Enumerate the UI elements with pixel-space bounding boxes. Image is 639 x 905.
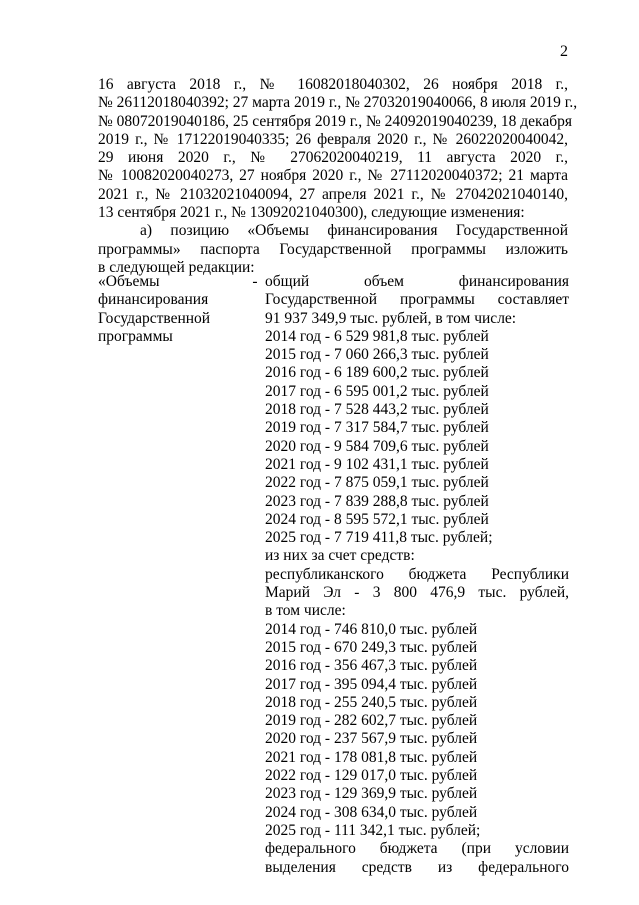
position-name-line: Государственной — [98, 309, 211, 327]
year-amount-line: 2022 год - 129 017,0 тыс. рублей — [265, 767, 478, 785]
intro-line: № 26112018040392; 27 марта 2019 г., № 27032019040066, 8 июля 2019 г., — [98, 94, 578, 112]
year-amount-line: 2021 год - 9 102 431,1 тыс. рублей — [265, 455, 489, 473]
financing-line: в том числе: — [265, 602, 346, 620]
year-amount-line: 2018 год - 7 528 443,2 тыс. рублей — [265, 401, 489, 419]
year-amount-line: 2021 год - 178 081,8 тыс. рублей — [265, 748, 478, 766]
year-amount-line: 2025 год - 7 719 411,8 тыс. рублей; — [265, 529, 493, 547]
year-amount-line: 2015 год - 7 060 266,3 тыс. рублей — [265, 346, 489, 364]
position-name-line: программы — [98, 327, 173, 345]
year-amount-line: 2020 год - 9 584 709,6 тыс. рублей — [265, 437, 489, 455]
intro-line: 29 июня 2020 г., № 27062020040219, 11 августа 2020 г., — [98, 149, 568, 167]
financing-line: Марий Эл - 3 800 476,9 тыс. рублей, — [265, 584, 569, 602]
financing-text-column — [265, 273, 569, 877]
financing-line: федерального бюджета (при условии — [265, 840, 569, 858]
financing-line: из них за счет средств: — [265, 547, 415, 565]
financing-line: общий объем финансирования — [265, 273, 569, 290]
year-amount-line: 2016 год - 356 467,3 тыс. рублей — [265, 657, 478, 675]
year-amount-line: 2019 год - 282 602,7 тыс. рублей — [265, 712, 478, 730]
year-amount-line: 2014 год - 746 810,0 тыс. рублей — [265, 620, 478, 638]
year-amount-line: 2017 год - 395 094,4 тыс. рублей — [265, 675, 478, 693]
position-name-line: «Объемы — [98, 273, 160, 290]
intro-line: а) позицию «Объемы финансирования Государственной — [140, 222, 568, 240]
year-amount-line: 2016 год - 6 189 600,2 тыс. рублей — [265, 364, 489, 382]
intro-line: 16 августа 2018 г., № 16082018040302, 26 ноября 2018 г., — [98, 76, 568, 93]
year-amount-line: 2017 год - 6 595 001,2 тыс. рублей — [265, 382, 489, 400]
year-amount-line: 2014 год - 6 529 981,8 тыс. рублей — [265, 327, 489, 345]
intro-paragraph — [98, 76, 578, 277]
intro-line: 13 сентября 2021 г., № 13092021040300), следующие изменения: — [98, 204, 525, 222]
position-name-line: финансирования — [98, 291, 209, 309]
year-amount-line: 2015 год - 670 249,3 тыс. рублей — [265, 638, 478, 656]
page-number: 2 — [560, 43, 568, 60]
position-name-column — [98, 273, 248, 346]
intro-line: 2021 г., № 21032021040094, 27 апреля 2021 г., № 27042021040140, — [98, 185, 568, 203]
financing-line: республиканского бюджета Республики — [265, 565, 569, 583]
financing-line: Государственной программы составляет — [265, 291, 569, 309]
financing-line: выделения средств из федерального — [265, 858, 569, 876]
intro-line: в следующей редакции: — [98, 258, 255, 276]
year-amount-line: 2018 год - 255 240,5 тыс. рублей — [265, 693, 478, 711]
year-amount-line: 2024 год - 8 595 572,1 тыс. рублей — [265, 510, 489, 528]
year-amount-line: 2022 год - 7 875 059,1 тыс. рублей — [265, 474, 489, 492]
intro-line: 2019 г., № 17122019040335; 26 февраля 2020 г., № 26022020040042, — [98, 130, 568, 148]
dash-separator: - — [252, 273, 258, 290]
year-amount-line: 2020 год - 237 567,9 тыс. рублей — [265, 730, 478, 748]
intro-line: № 10082020040273, 27 ноября 2020 г., № 27112020040372; 21 марта — [98, 167, 568, 185]
intro-line: программы» паспорта Государственной программы изложить — [98, 240, 568, 258]
year-amount-line: 2023 год - 129 369,9 тыс. рублей — [265, 785, 478, 803]
financing-line: 91 937 349,9 тыс. рублей, в том числе: — [265, 309, 517, 327]
year-amount-line: 2023 год - 7 839 288,8 тыс. рублей — [265, 492, 489, 510]
intro-line: № 08072019040186, 25 сентября 2019 г., № 24092019040239, 18 декабря — [98, 112, 572, 130]
year-amount-line: 2024 год - 308 634,0 тыс. рублей — [265, 803, 478, 821]
year-amount-line: 2025 год - 111 342,1 тыс. рублей; — [265, 821, 481, 839]
year-amount-line: 2019 год - 7 317 584,7 тыс. рублей — [265, 419, 489, 437]
